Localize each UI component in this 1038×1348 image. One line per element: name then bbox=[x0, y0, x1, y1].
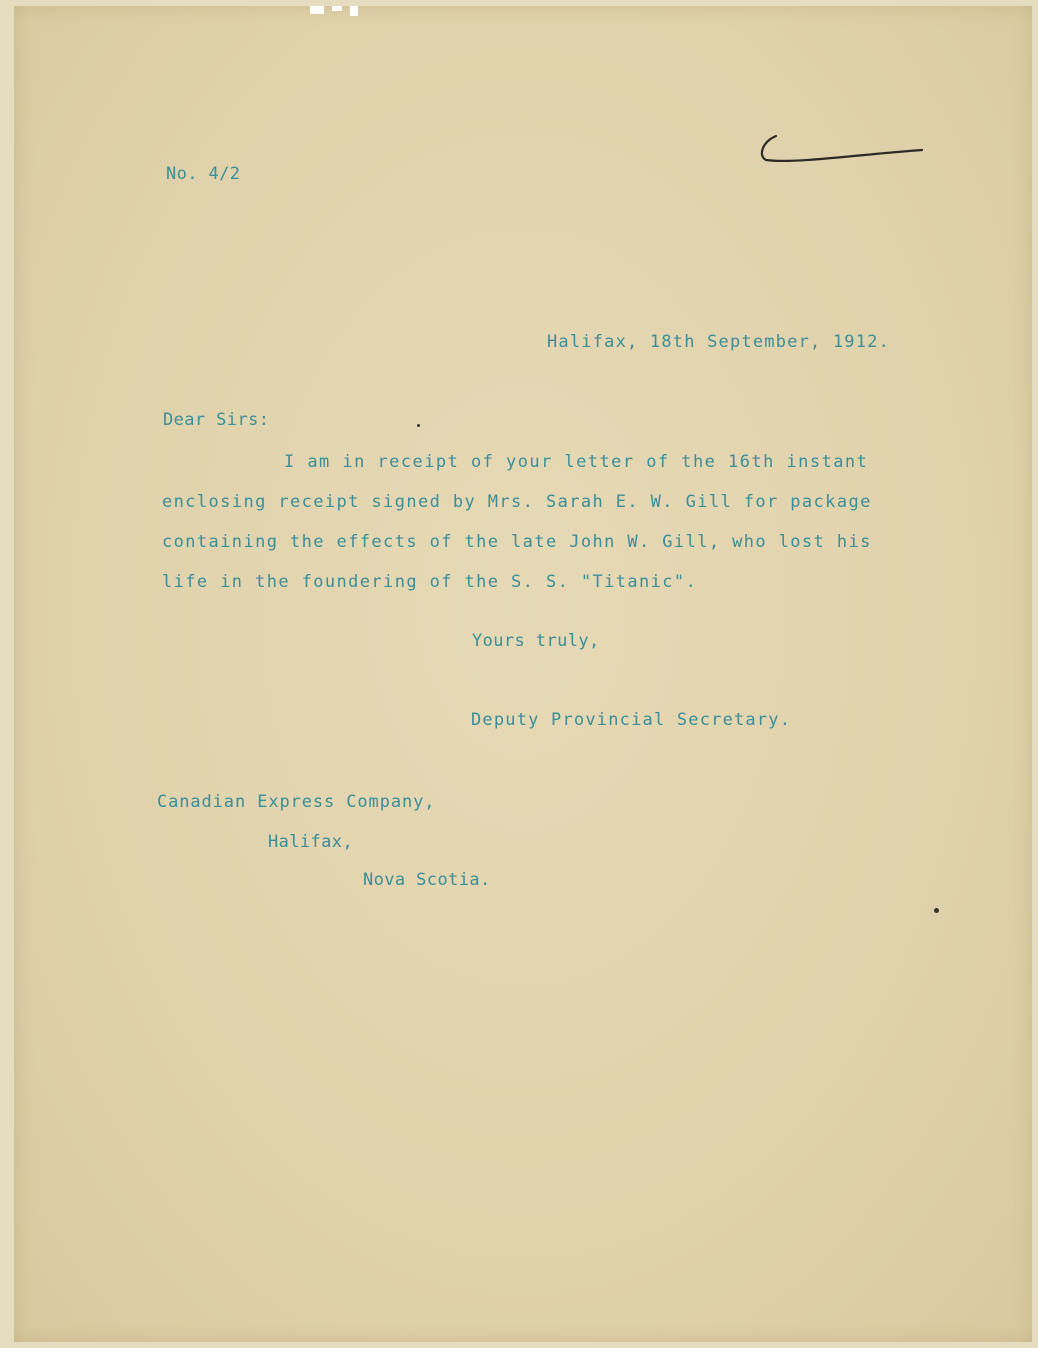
ink-speck bbox=[934, 908, 939, 913]
body-line-2: enclosing receipt signed by Mrs. Sarah E. W. Gill for package bbox=[162, 492, 872, 512]
file-number: No. 4/2 bbox=[166, 164, 241, 184]
pencil-check-mark-icon bbox=[754, 126, 934, 186]
body-line-4: life in the foundering of the S. S. "Titanic". bbox=[162, 572, 698, 592]
body-line-1: I am in receipt of your letter of the 16th instant bbox=[284, 452, 869, 472]
closing: Yours truly, bbox=[472, 631, 600, 651]
place-date: Halifax, 18th September, 1912. bbox=[547, 332, 891, 352]
torn-edge bbox=[310, 6, 324, 14]
letter-sheet bbox=[14, 6, 1032, 1342]
signature-title: Deputy Provincial Secretary. bbox=[471, 710, 792, 730]
salutation: Dear Sirs: bbox=[163, 410, 270, 430]
torn-edge bbox=[332, 6, 342, 11]
body-line-3: containing the effects of the late John W. Gill, who lost his bbox=[162, 532, 872, 552]
recipient-province: Nova Scotia. bbox=[363, 870, 491, 890]
recipient-name: Canadian Express Company, bbox=[157, 792, 436, 812]
recipient-city: Halifax, bbox=[268, 832, 354, 852]
ink-speck bbox=[417, 424, 420, 427]
torn-edge bbox=[350, 6, 358, 16]
